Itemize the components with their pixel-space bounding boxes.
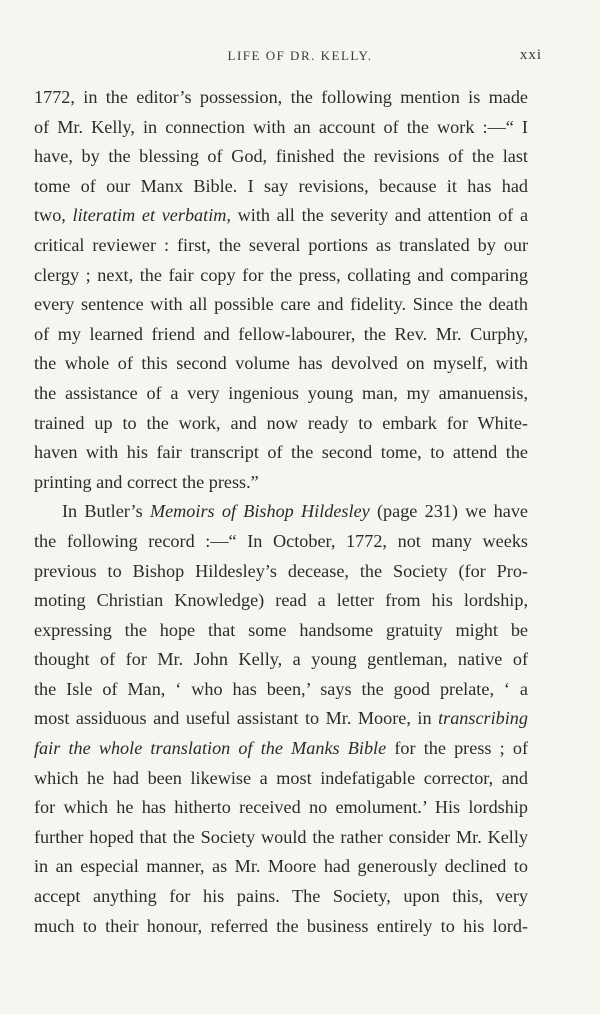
text-segment: thought of for Mr. John Kelly, a young gentleman, native of xyxy=(34,649,528,670)
text-line xyxy=(34,704,528,734)
text-line xyxy=(34,675,528,705)
text-segment: previous to Bishop Hildesley’s decease, the Society (for Pro- xyxy=(34,560,528,581)
text-line xyxy=(34,586,528,616)
text-line xyxy=(34,349,528,379)
body-text xyxy=(34,83,528,941)
text-segment: much to their honour, referred the business entirely to his lord- xyxy=(34,915,528,936)
text-segment: further hoped that the Society would the rather consider Mr. Kelly xyxy=(34,826,528,847)
italic-text: fair the whole translation of the Manks Bible xyxy=(34,738,387,759)
text-segment: with all the severity and attention of a xyxy=(230,205,529,226)
italic-text: transcribing xyxy=(438,708,528,729)
text-segment: tome of our Manx Bible. I say revisions, because it has had xyxy=(34,175,528,196)
text-segment: the following record :—“ In October, 1772, not many weeks xyxy=(34,530,528,551)
text-segment: haven with his fair transcript of the second tome, to attend the xyxy=(34,442,528,463)
italic-text: literatim et verbatim, xyxy=(72,205,231,226)
text-segment: trained up to the work, and now ready to embark for White- xyxy=(34,412,528,433)
text-line xyxy=(34,113,528,143)
text-line xyxy=(34,409,528,439)
text-segment: every sentence with all possible care and fidelity. Since the death xyxy=(34,294,528,315)
text-line xyxy=(34,912,528,942)
text-segment: accept anything for his pains. The Society, upon this, very xyxy=(34,886,528,907)
text-segment: expressing the hope that some handsome gratuity might be xyxy=(34,619,528,640)
text-segment: printing and correct the press.” xyxy=(34,471,259,492)
text-segment: critical reviewer : first, the several portions as translated by our xyxy=(34,234,528,255)
text-segment: the Isle of Man, ‘ who has been,’ says the good prelate, ‘ a xyxy=(34,678,528,699)
text-segment: for the press ; of xyxy=(386,738,529,759)
page-number: xxi xyxy=(519,47,542,63)
text-line xyxy=(34,261,528,291)
text-line xyxy=(34,379,528,409)
text-segment: for which he has hitherto received no emolument.’ His lordship xyxy=(34,797,528,818)
text-segment: most assiduous and useful assistant to Mr. Moore, in xyxy=(34,708,439,729)
text-line xyxy=(34,83,528,113)
text-line xyxy=(34,793,528,823)
text-segment: in an especial manner, as Mr. Moore had generously declined to xyxy=(34,856,528,877)
text-segment: of my learned friend and fellow-labourer, the Rev. Mr. Curphy, xyxy=(34,323,528,344)
text-segment: In Butler’s xyxy=(62,501,150,522)
text-segment: moting Christian Knowledge) read a letter from his lordship, xyxy=(34,590,528,611)
text-line xyxy=(34,616,528,646)
text-segment: have, by the blessing of God, finished the revisions of the last xyxy=(34,146,528,167)
text-line xyxy=(34,645,528,675)
text-line xyxy=(34,142,528,172)
text-line xyxy=(34,557,528,587)
italic-text: Memoirs of Bishop Hildesley xyxy=(149,501,370,522)
text-line xyxy=(34,320,528,350)
text-segment: 1772, in the editor’s possession, the following mention is made xyxy=(34,87,528,107)
text-line xyxy=(34,764,528,794)
text-line xyxy=(34,201,528,231)
text-line xyxy=(34,290,528,320)
text-line xyxy=(34,438,528,468)
text-line xyxy=(34,882,528,912)
text-segment: of Mr. Kelly, in connection with an account of the work :—“ I xyxy=(34,116,528,137)
text-line xyxy=(34,497,528,527)
text-segment: (page 231) we have xyxy=(369,501,528,522)
text-segment: the whole of this second volume has devolved on myself, with xyxy=(34,353,528,374)
text-segment: which he had been likewise a most indefatigable corrector, and xyxy=(34,767,528,788)
text-line xyxy=(34,231,528,261)
text-line xyxy=(34,468,528,498)
text-segment: the assistance of a very ingenious young man, my amanuensis, xyxy=(34,382,528,403)
text-line xyxy=(34,734,528,764)
text-line xyxy=(34,172,528,202)
text-line xyxy=(34,527,528,557)
text-segment: two, xyxy=(34,205,73,226)
text-line xyxy=(34,823,528,853)
text-line xyxy=(34,852,528,882)
running-head xyxy=(0,48,600,70)
text-segment: clergy ; next, the fair copy for the press, collating and comparing xyxy=(34,264,528,285)
running-head-title: LIFE OF DR. KELLY. xyxy=(227,48,373,63)
